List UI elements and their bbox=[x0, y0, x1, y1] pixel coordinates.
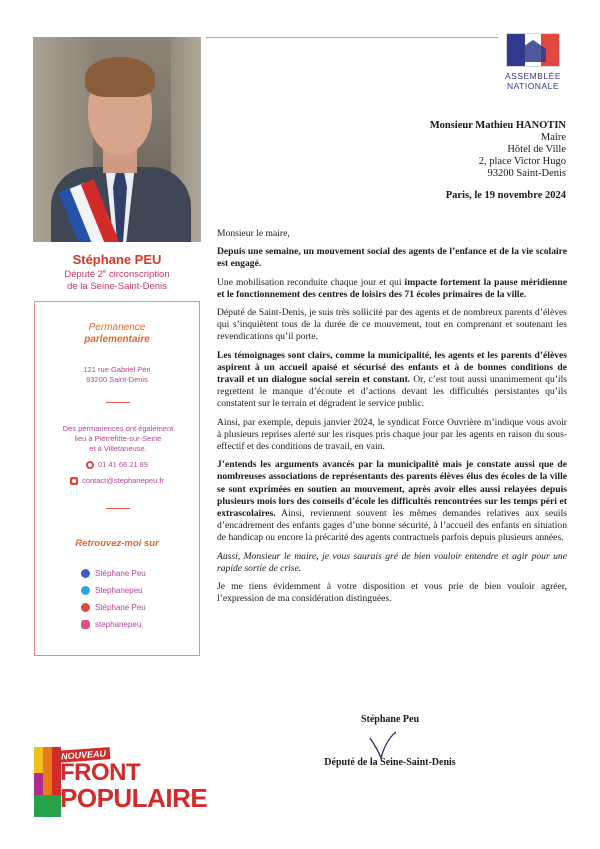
signature-title: Député de la Seine-Saint-Denis bbox=[324, 757, 456, 768]
social-link-instagram[interactable]: stephanepeu bbox=[81, 620, 191, 629]
youtube-icon bbox=[81, 603, 90, 612]
deputy-portrait-photo bbox=[33, 37, 201, 242]
phone-icon bbox=[86, 461, 94, 469]
office-address: 121 rue Gabriel Péri 93200 Saint-Denis bbox=[83, 365, 151, 384]
social-link-facebook[interactable]: Stéphane Peu bbox=[81, 569, 191, 578]
header-rule bbox=[206, 37, 498, 38]
paragraph: Aussi, Monsieur le maire, je vous saurais gré de bien vouloir entendre et agir pour une rapide sortie de crise. bbox=[217, 550, 567, 574]
permanence-title: Permanence bbox=[88, 322, 146, 333]
paragraph: Depuis une semaine, un mouvement social des agents de l’enfance et de la vie scolaire est engagé. bbox=[217, 246, 567, 270]
twitter-icon bbox=[81, 586, 90, 595]
paragraph: Député de Saint-Denis, je suis très sollicité par des agents et de nombreux parents d’élèves qui s’inquiètent tous de la durée de ce mouvement, tout en comprenant et soutenant les revendications qu’il porte. bbox=[217, 307, 567, 343]
divider bbox=[106, 508, 130, 509]
divider bbox=[106, 402, 130, 403]
phone-number: 01 41 66 21 89 bbox=[97, 460, 149, 469]
email-address: contact@stephanepeu.fr bbox=[82, 476, 164, 485]
instagram-icon bbox=[81, 620, 90, 629]
mail-icon bbox=[70, 477, 78, 485]
signature-name: Stéphane Peu bbox=[360, 714, 420, 725]
paragraph: Les témoignages sont clairs, comme la municipalité, les agents et les parents d’élèves aspirent à un accueil apaisé et sécurisé des enfants et à de bonnes conditions de travail et un dialogue social serein et constant. Or, c’est tout aussi unanimement qu’ils regrettent le manque d’écoute et d’actions devant les difficultés persistantes qu’ils constatent sur le terrain et dégradent le service public. bbox=[217, 349, 567, 410]
social-link-youtube[interactable]: Stéphane Peu bbox=[81, 603, 191, 612]
email-row[interactable] bbox=[35, 476, 199, 485]
assemblee-nationale-logo: ASSEMBLÉE NATIONALE bbox=[498, 33, 568, 97]
permanence-subtitle: parlementaire bbox=[84, 334, 150, 345]
recipient-address: Monsieur Mathieu HANOTIN Maire Hôtel de Ville 2, place Victor Hugo 93200 Saint-Denis bbox=[429, 120, 566, 179]
paragraph: Je me tiens évidemment à votre disposition et vous prie de bien vouloir agréer, l’expression de ma considération distinguées. bbox=[217, 581, 567, 605]
deputy-role: Député 2e circonscription de la Seine-Saint-Denis bbox=[64, 269, 170, 293]
letter-date: Paris, le 19 novembre 2024 bbox=[445, 190, 566, 201]
letter-body bbox=[217, 228, 567, 611]
deputy-name: Stéphane PEU bbox=[72, 252, 162, 267]
paragraph: Une mobilisation reconduite chaque jour et qui impacte fortement la pause méridienne et le fonctionnement des centres de loisirs des 71 écoles primaires de la ville. bbox=[217, 276, 567, 300]
paragraph: Ainsi, par exemple, depuis janvier 2024, le syndicat Force Ouvrière m’indique vous avoir à plusieurs reprises alerté sur les risques pris chaque jour par les agents en raison du sous-effectif et des conditions de travail, en vain. bbox=[217, 416, 567, 453]
other-offices-note: Des permanences ont également lieu à Pierrefitte-sur-Seine et à Villetaneuse. bbox=[62, 424, 174, 453]
paragraph: J’entends les arguments avancés par la municipalité mais je constate aussi que de nombreuses associations de représentants des parents élèves élus des écoles de la ville se sont exprimées en soutien au mouvement, après avoir elles aussi relayées depuis plusieurs mois lors des conseils d’école les difficultés rencontrées sur les temps péri et extrascolaires. Ainsi, reviennent souvent les mêmes demandes relatives aux seuils d’encadrement des enfants gages d’une bonne sécurité, à l’accueil des enfants en situation de handicap ou encore la précarité des agents contractuels parfois depuis plusieurs années. bbox=[217, 459, 567, 544]
salutation: Monsieur le maire, bbox=[217, 228, 290, 239]
social-link-twitter[interactable]: Stephanepeu bbox=[81, 586, 191, 595]
facebook-icon bbox=[81, 569, 90, 578]
phone-row[interactable] bbox=[35, 460, 199, 469]
contact-box bbox=[34, 301, 200, 656]
nouveau-front-populaire-logo: NOUVEAU FRONT POPULAIRE bbox=[34, 747, 198, 817]
find-me-heading: Retrouvez-moi sur bbox=[75, 538, 159, 549]
